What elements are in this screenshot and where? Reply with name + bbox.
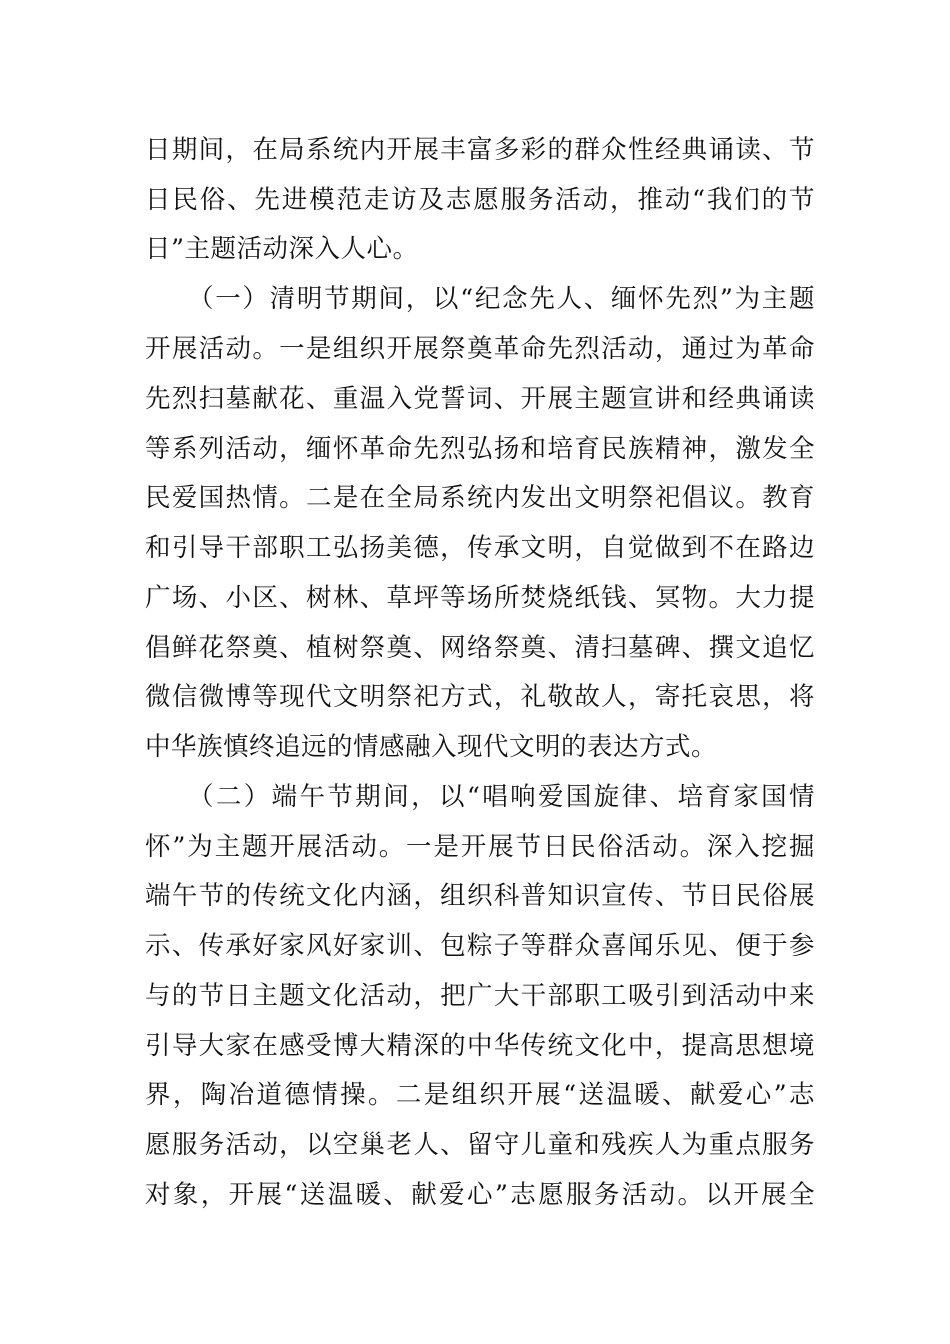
text-line: 微信微博等现代文明祭祀方式，礼敬故人，寄托哀思，将 — [145, 682, 815, 712]
text-line: 开展活动。一是组织开展祭奠革命先烈活动，通过为革命 — [145, 334, 815, 364]
text-line: 对象，开展“送温暖、献爱心”志愿服务活动。以开展全 — [145, 1180, 815, 1210]
text-line: 等系列活动，缅怀革命先烈弘扬和培育民族精神，激发全 — [145, 434, 815, 464]
text-line: 怀”为主题开展活动。一是开展节日民俗活动。深入挖掘 — [145, 832, 815, 862]
text-line: 中华族慎终追远的情感融入现代文明的表达方式。 — [145, 732, 718, 762]
text-line: 界，陶冶道德情操。二是组织开展“送温暖、献爱心”志 — [145, 1080, 815, 1110]
text-line: 日民俗、先进模范走访及志愿服务活动，推动“我们的节 — [145, 185, 815, 215]
text-line: 民爱国热情。二是在全局系统内发出文明祭祀倡议。教育 — [145, 483, 815, 513]
text-line: 端午节的传统文化内涵，组织科普知识宣传、节日民俗展 — [145, 881, 815, 911]
text-line: 与的节日主题文化活动，把广大干部职工吸引到活动中来 — [145, 981, 815, 1011]
text-line: 示、传承好家风好家训、包粽子等群众喜闻乐见、便于参 — [145, 931, 815, 961]
text-line: 日期间，在局系统内开展丰富多彩的群众性经典诵读、节 — [145, 135, 815, 165]
text-line: 和引导干部职工弘扬美德，传承文明，自觉做到不在路边 — [145, 533, 815, 563]
text-line: 引导大家在感受博大精深的中华传统文化中，提高思想境 — [145, 1031, 815, 1061]
text-line: 愿服务活动，以空巢老人、留守儿童和残疾人为重点服务 — [145, 1130, 815, 1160]
section-heading-line: （一）清明节期间，以“纪念先人、缅怀先烈”为主题 — [188, 284, 815, 314]
text-line: 先烈扫墓献花、重温入党誓词、开展主题宣讲和经典诵读 — [145, 384, 815, 414]
text-line: 广场、小区、树林、草坪等场所焚烧纸钱、冥物。大力提 — [145, 583, 815, 613]
text-line: 倡鲜花祭奠、植树祭奠、网络祭奠、清扫墓碑、撰文追忆 — [145, 633, 815, 663]
text-line: 日”主题活动深入人心。 — [145, 234, 419, 264]
section-heading-line: （二）端午节期间，以“唱响爱国旋律、培育家国情 — [188, 782, 815, 812]
